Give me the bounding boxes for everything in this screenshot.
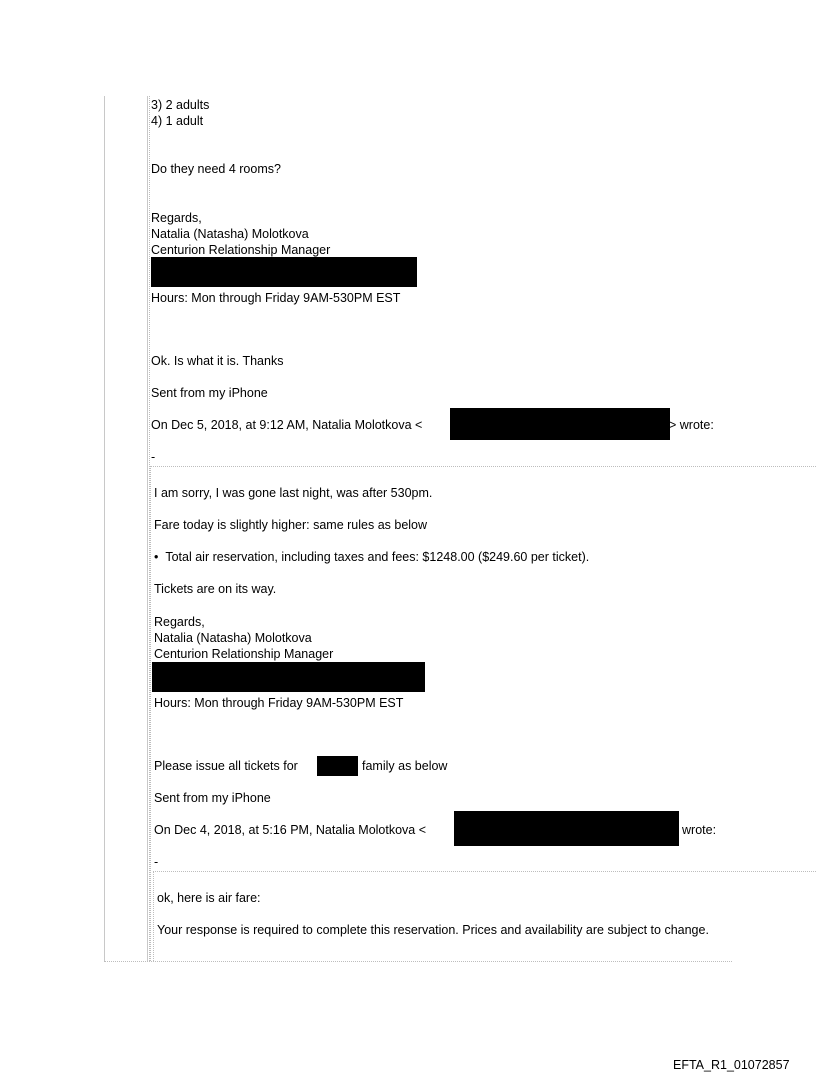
signature-name: Natalia (Natasha) Molotkova xyxy=(154,631,312,645)
bullet-glyph: • xyxy=(154,550,159,564)
signature-name: Natalia (Natasha) Molotkova xyxy=(151,227,309,241)
signature-regards: Regards, xyxy=(154,615,205,629)
quote-border-level3-top xyxy=(153,871,816,872)
redaction-block xyxy=(152,662,425,692)
quote-border-outer-bottom xyxy=(104,961,732,962)
quote-border-outer xyxy=(104,96,105,961)
signature-hours: Hours: Mon through Friday 9AM-530PM EST xyxy=(154,696,404,710)
attribution-prefix: On Dec 4, 2018, at 5:16 PM, Natalia Molotkova < xyxy=(154,823,427,837)
separator-dash: - xyxy=(151,450,156,464)
reply-text: Ok. Is what it is. Thanks xyxy=(151,354,284,368)
signature-title: Centurion Relationship Manager xyxy=(151,243,331,257)
redaction-email xyxy=(450,408,670,440)
bullet-text: Total air reservation, including taxes and fees: $1248.00 ($249.60 per ticket). xyxy=(165,550,590,564)
list-item-4: 4) 1 adult xyxy=(151,114,204,128)
attribution-suffix: wrote: xyxy=(682,823,717,837)
reservation-notice: Your response is required to complete this reservation. Prices and availability are subject to change. xyxy=(157,923,709,937)
redaction-block xyxy=(151,257,417,287)
redaction-family-name xyxy=(317,756,358,776)
separator-dash: - xyxy=(154,855,159,869)
fare-note: Fare today is slightly higher: same rules as below xyxy=(154,518,428,532)
sent-from-iphone: Sent from my iPhone xyxy=(154,791,271,805)
tickets-text: Tickets are on its way. xyxy=(154,582,277,596)
attribution-suffix: > wrote: xyxy=(669,418,714,432)
redaction-email xyxy=(454,811,679,846)
apology-text: I am sorry, I was gone last night, was after 530pm. xyxy=(154,486,433,500)
quote-border-level3 xyxy=(153,871,154,961)
bullet-item xyxy=(154,549,589,565)
sent-from-iphone: Sent from my iPhone xyxy=(151,386,268,400)
signature-hours: Hours: Mon through Friday 9AM-530PM EST xyxy=(151,291,401,305)
list-item-3: 3) 2 adults xyxy=(151,98,210,112)
issue-suffix: family as below xyxy=(362,759,448,773)
quote-border-level2-top xyxy=(150,466,816,467)
quote-border-level2 xyxy=(150,466,151,961)
signature-regards: Regards, xyxy=(151,211,202,225)
quote-border-level1 xyxy=(147,96,148,961)
signature-title: Centurion Relationship Manager xyxy=(154,647,334,661)
attribution-prefix: On Dec 5, 2018, at 9:12 AM, Natalia Molotkova < xyxy=(151,418,423,432)
air-fare-intro: ok, here is air fare: xyxy=(157,891,261,905)
rooms-question: Do they need 4 rooms? xyxy=(151,162,281,176)
bates-number: EFTA_R1_01072857 xyxy=(673,1058,790,1072)
issue-prefix: Please issue all tickets for xyxy=(154,759,298,773)
attribution-line xyxy=(151,417,422,433)
